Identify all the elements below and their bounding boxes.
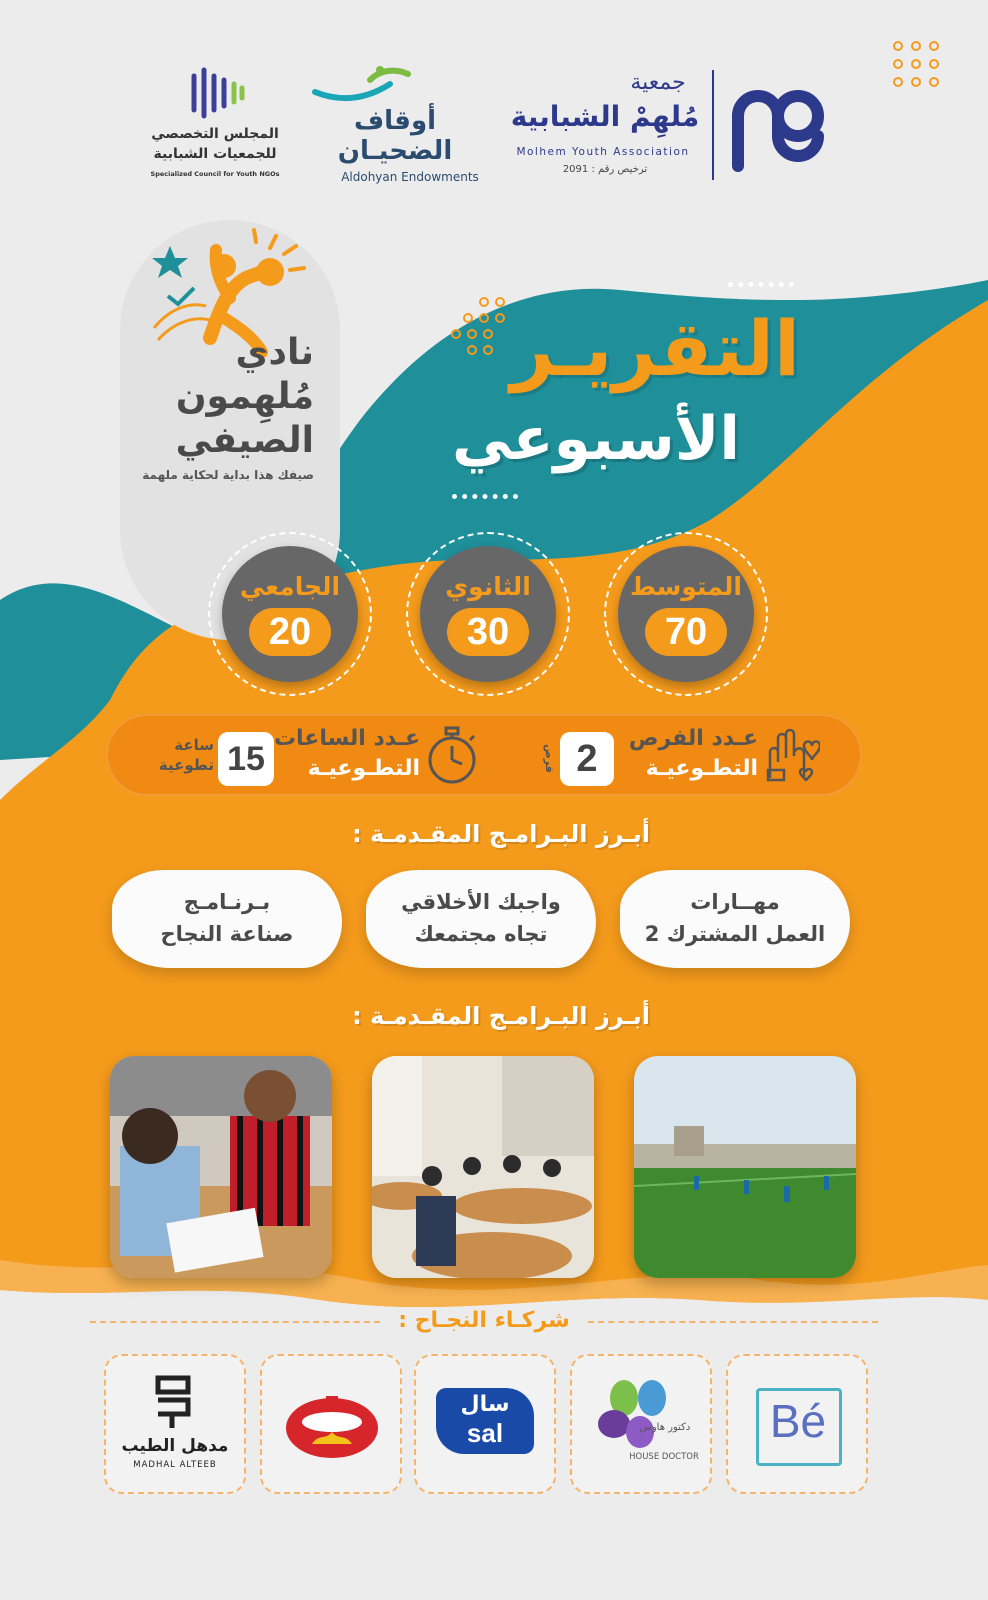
club-name-line2: مُلهِمون <box>175 376 314 417</box>
hours-value: 15 <box>227 740 265 778</box>
photo-students-writing <box>110 1056 332 1278</box>
partner-sal <box>414 1354 556 1494</box>
title-dots-top <box>728 282 794 293</box>
sal-ar: سال <box>460 1392 510 1417</box>
sal-en: sal <box>466 1418 504 1448</box>
hours-unit-1: ساعة <box>174 736 214 754</box>
program-card <box>620 870 850 968</box>
program-card <box>366 870 596 968</box>
house-doctor-ar: دكتور هاوس <box>639 1422 691 1433</box>
club-tagline: صيفك هذا بداية لحكاية ملهمة <box>142 468 314 482</box>
council-english: Specialized Council for Youth NGOs <box>150 170 280 178</box>
stat-value: 20 <box>268 611 312 653</box>
molhem-prefix: جمعية <box>630 70 686 95</box>
stat-label: الثانوي <box>445 572 531 601</box>
aldohyan-logo-mark <box>310 62 420 107</box>
stat-circle <box>222 546 358 682</box>
partners-divider-right <box>588 1321 878 1325</box>
house-doctor-en: HOUSE DOCTOR <box>629 1452 699 1462</box>
council-line1: المجلس التخصصي <box>151 126 279 142</box>
partners-heading: شركـاء النجـاح : <box>398 1308 570 1333</box>
molhem-name: مُلهِمْ الشبابية <box>510 100 700 133</box>
council-line2: للجمعيات الشبابية <box>153 146 277 162</box>
partners-divider-left <box>90 1321 380 1325</box>
partner-madhal-alteeb <box>104 1354 246 1494</box>
club-name-line1: نادي <box>235 332 314 373</box>
program-card <box>112 870 342 968</box>
program-line1: بـرنـامـج <box>183 890 271 914</box>
opps-value: 2 <box>576 738 598 780</box>
house-doctor-logo <box>590 1376 690 1456</box>
stat-university <box>208 532 372 696</box>
aldohyan-line1: أوقاف <box>353 106 437 136</box>
opps-unit: فرص <box>543 744 556 773</box>
partner-be <box>726 1354 868 1494</box>
hours-unit-2: تطوعية <box>158 756 214 774</box>
be-logo-text: Bé <box>769 1395 827 1447</box>
restaurant-logo <box>282 1384 382 1464</box>
stat-circle <box>618 546 754 682</box>
hands-icon <box>760 722 820 784</box>
program-line2: صناعة النجاح <box>160 922 294 946</box>
report-subtitle: الأسبوعي <box>451 404 740 474</box>
hours-value-box <box>218 732 274 786</box>
stopwatch-icon <box>424 724 480 786</box>
stat-pill <box>249 608 331 656</box>
stat-pill <box>447 608 529 656</box>
title-dots-bottom <box>452 494 518 505</box>
decor-dots <box>892 40 952 90</box>
molhem-divider <box>712 70 714 180</box>
photo-classroom <box>372 1056 594 1278</box>
molhem-english: Molhem Youth Association <box>516 146 690 158</box>
stat-label: المتوسط <box>630 572 742 601</box>
hours-label-1: عـدد الساعات <box>273 726 420 751</box>
program-line2: العمل المشترك 2 <box>644 922 826 946</box>
program-line2: تجاه مجتمعك <box>414 922 548 946</box>
molhem-license: ترخيص رقم : 2091 <box>562 164 648 175</box>
partner-restaurant <box>260 1354 402 1494</box>
program-line1: مهــارات <box>690 890 780 914</box>
opps-label-1: عـدد الفرص <box>628 726 758 751</box>
club-name-line3: الصيفي <box>175 420 314 461</box>
stat-value: 30 <box>466 611 510 653</box>
photo-football-field <box>634 1056 856 1278</box>
stat-intermediate <box>604 532 768 696</box>
aldohyan-line2: الضحيـان <box>337 136 453 166</box>
report-title: التقريـر <box>510 304 800 393</box>
council-logo-mark <box>188 66 248 122</box>
opps-value-box <box>560 732 614 786</box>
partner-house-doctor <box>570 1354 712 1494</box>
madhal-en: MADHAL ALTEEB <box>133 1460 217 1470</box>
stat-pill <box>645 608 727 656</box>
aldohyan-english: Aldohyan Endowments <box>341 170 479 184</box>
madhal-alteeb-logo <box>150 1372 198 1430</box>
stat-secondary <box>406 532 570 696</box>
stat-value: 70 <box>664 611 708 653</box>
molhem-logo <box>728 66 828 176</box>
program-line1: واجبك الأخلاقي <box>401 890 561 914</box>
programs-heading: أبـرز البـرامـج المقـدمـة : <box>352 820 650 848</box>
photos-heading: أبـرز البـرامـج المقـدمـة : <box>352 1002 650 1030</box>
opps-label-2: التطـوعيـة <box>645 756 758 781</box>
stat-label: الجامعي <box>239 572 341 601</box>
hours-label-2: التطـوعيـة <box>307 756 420 781</box>
stat-circle <box>420 546 556 682</box>
madhal-ar: مدهل الطيب <box>121 1436 229 1456</box>
